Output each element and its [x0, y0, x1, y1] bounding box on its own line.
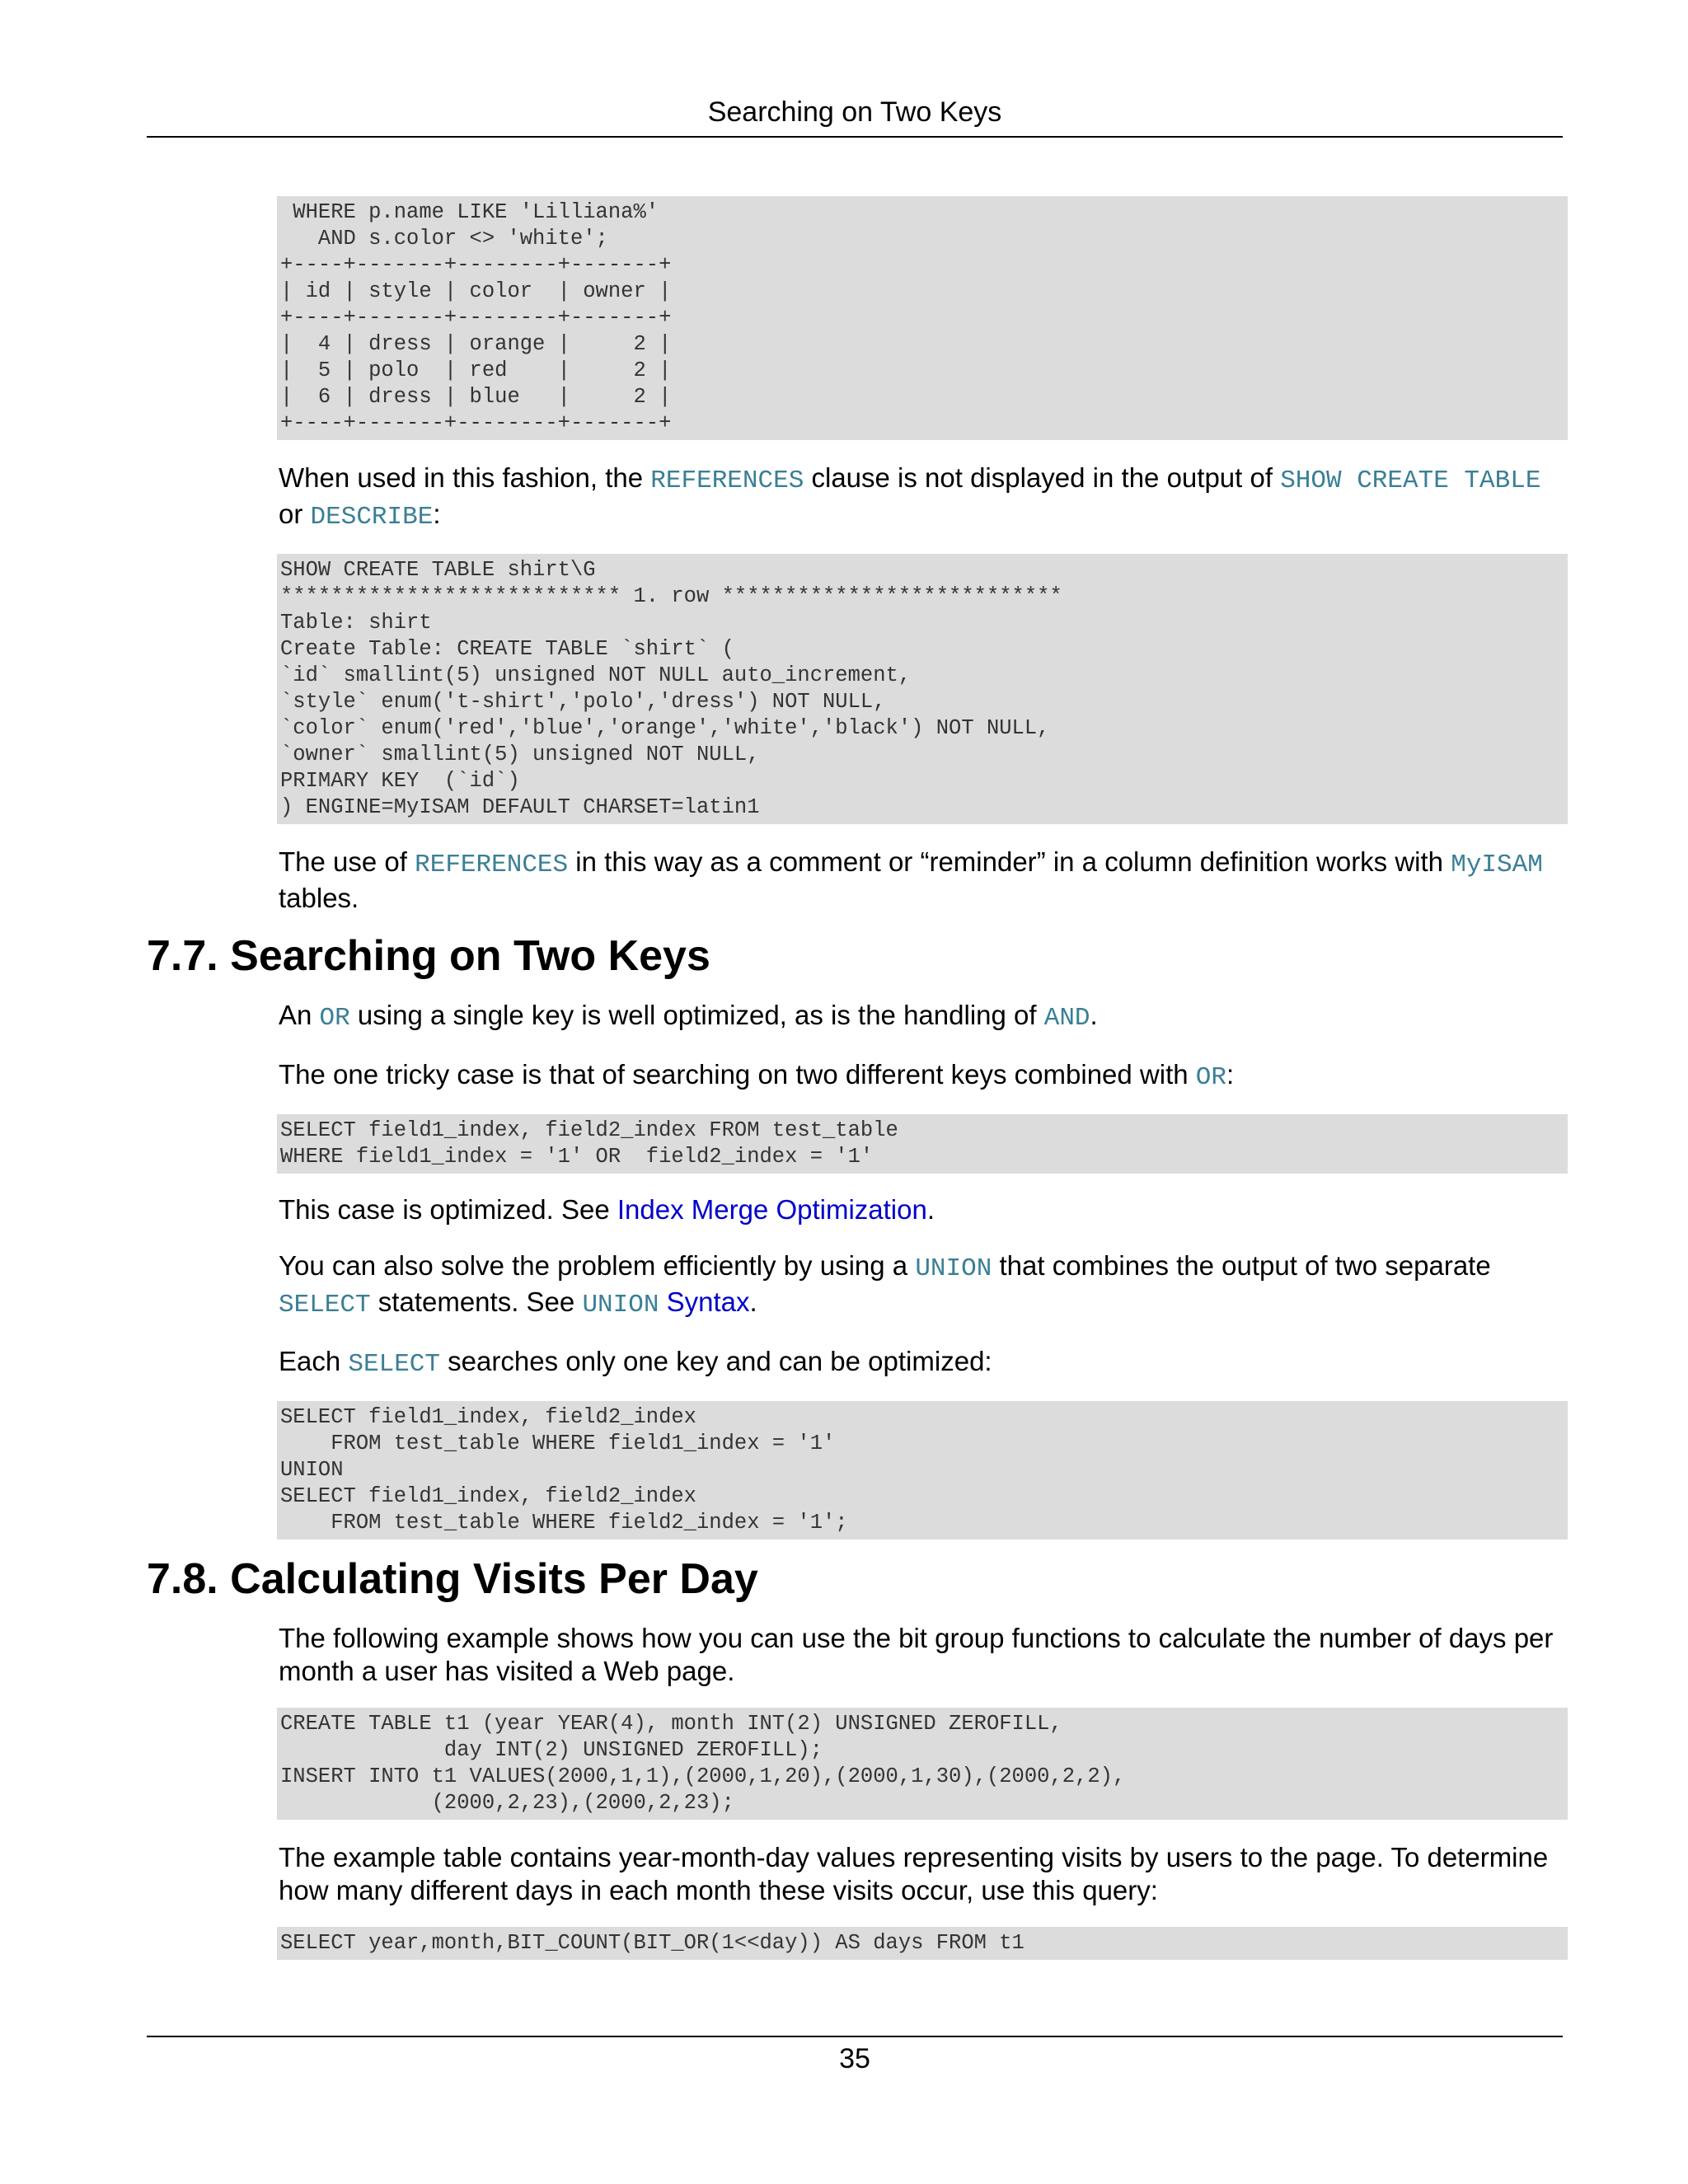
code-block-show-create-table: SHOW CREATE TABLE shirt\G *************************** 1. row *************************** Table: shirt Create Table: CREATE TABLE `shirt` ( `id` smallint(5) unsigned NOT NULL auto_increment, `style` enum('t-shirt','polo','dress') NOT NULL, `color` enum('red','blue','orange','white','black') NOT NULL, `owner` smallint(5) unsigned NOT NULL, PRIMARY KEY (`id`) ) ENGINE=MyISAM DEFAULT CHARSET=latin1 — [277, 554, 1568, 824]
code-block-or-query: SELECT field1_index, field2_index FROM test_table WHERE field1_index = '1' OR field2_index = '1' — [277, 1114, 1568, 1174]
paragraph-or-optimized — [279, 999, 1563, 1035]
text: . — [926, 1194, 935, 1225]
link-index-merge-optimization[interactable]: Index Merge Optimization — [617, 1194, 927, 1225]
code-or: OR — [1195, 1063, 1227, 1092]
text: This case is optimized. See — [279, 1194, 617, 1225]
text: . — [749, 1286, 757, 1317]
text: You can also solve the problem efficiently by using a — [279, 1250, 916, 1281]
code-references: REFERENCES — [650, 466, 804, 495]
code-myisam: MyISAM — [1451, 851, 1543, 879]
text: : — [433, 499, 441, 529]
text: The following example shows how you can use the bit group functions to calculate the number of days per month a user has visited a Web page. — [279, 1623, 1554, 1686]
text: using a single key is well optimized, as is the handling of — [349, 1000, 1044, 1030]
code-references: REFERENCES — [415, 851, 569, 879]
link-union-syntax[interactable]: Syntax — [659, 1286, 750, 1317]
text: : — [1226, 1059, 1235, 1090]
text: that combines the output of two separate — [992, 1250, 1491, 1281]
code-block-bit-count-query: SELECT year,month,BIT_COUNT(BIT_OR(1<<day)) AS days FROM t1 — [277, 1927, 1568, 1960]
paragraph-bit-group-functions — [279, 1622, 1563, 1688]
paragraph-references-comment — [279, 846, 1563, 915]
code-or: OR — [319, 1004, 350, 1033]
paragraph-tricky-case — [279, 1058, 1563, 1094]
running-header: Searching on Two Keys — [707, 96, 1002, 128]
code-select: SELECT — [348, 1350, 441, 1379]
text: Each — [279, 1346, 349, 1376]
paragraph-references-display — [279, 462, 1563, 534]
section-heading-7-7: 7.7. Searching on Two Keys — [147, 932, 710, 980]
text: tables. — [279, 883, 359, 913]
text: . — [1090, 1000, 1098, 1030]
code-block-create-table-t1: CREATE TABLE t1 (year YEAR(4), month INT(2) UNSIGNED ZEROFILL, day INT(2) UNSIGNED ZEROFILL); INSERT INTO t1 VALUES(2000,1,1),(2000,1,20),(2000,1,30),(2000,2,2), (2000,2,23),(2000,2,23); — [277, 1708, 1568, 1820]
text: The one tricky case is that of searching on two different keys combined with — [279, 1059, 1196, 1090]
code-select: SELECT — [279, 1291, 371, 1319]
paragraph-case-optimized — [279, 1193, 1563, 1226]
section-heading-7-8: 7.8. Calculating Visits Per Day — [147, 1555, 758, 1603]
paragraph-example-table — [279, 1841, 1563, 1907]
text: statements. See — [370, 1286, 583, 1317]
text: or — [279, 499, 311, 529]
footer-rule — [147, 2036, 1563, 2037]
code-union: UNION — [915, 1254, 992, 1283]
code-and: AND — [1043, 1004, 1090, 1033]
text: When used in this fashion, the — [279, 462, 651, 493]
text: searches only one key and can be optimized: — [440, 1346, 992, 1376]
code-show-create-table: SHOW CREATE TABLE — [1280, 466, 1541, 495]
header-rule — [147, 136, 1563, 138]
page-number: 35 — [839, 2043, 870, 2074]
paragraph-each-select — [279, 1345, 1563, 1381]
text: The example table contains year-month-day values representing visits by users to the page. To determine how many different days in each month these visits occur, use this query: — [279, 1842, 1549, 1905]
paragraph-union-solution — [279, 1249, 1563, 1322]
code-block-query-result: WHERE p.name LIKE 'Lilliana%' AND s.color <> 'white'; +----+-------+--------+-------+ | id | style | color | owner | +----+-------+--------+-------+ | 4 | dress | orange | 2 | | 5 | polo | red | 2 | | 6 | dress | blue | 2 | +----+-------+--------+-------+ — [277, 196, 1568, 440]
code-describe: DESCRIBE — [310, 503, 434, 532]
text: in this way as a comment or “reminder” in a column definition works with — [568, 846, 1451, 877]
link-union-syntax-code[interactable]: UNION — [582, 1291, 659, 1319]
text: An — [279, 1000, 320, 1030]
text: clause is not displayed in the output of — [804, 462, 1281, 493]
code-block-union-query: SELECT field1_index, field2_index FROM test_table WHERE field1_index = '1' UNION SELECT field1_index, field2_index FROM test_table WHERE field2_index = '1'; — [277, 1401, 1568, 1540]
text: The use of — [279, 846, 415, 877]
page-content — [147, 196, 1563, 1960]
